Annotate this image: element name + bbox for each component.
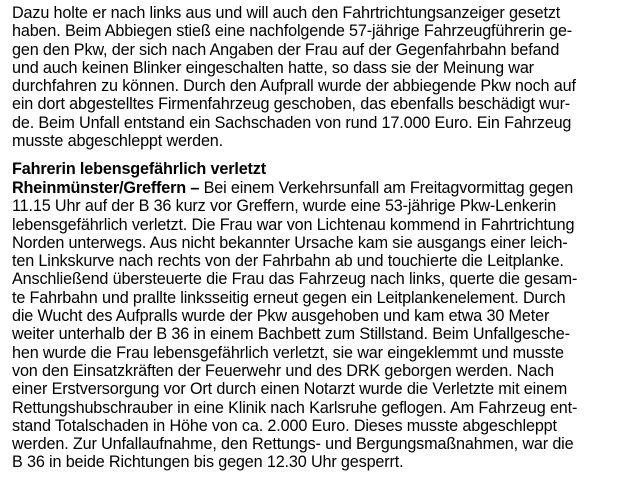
text-line-first — [12, 179, 627, 197]
text-line: gen den Pkw, der sich nach Angaben der Frau auf der Gegenfahrbahn befand — [12, 40, 560, 59]
text-line: weiter unterhalb der B 36 in einem Bachbett zum Stillstand. Beim Unfallgesche- — [12, 325, 570, 344]
text-line: einer Erstversorgung vor Ort durch einen Notarzt wurde die Verletzte mit einem — [12, 380, 568, 399]
text-line: 11.15 Uhr auf der B 36 kurz vor Greffern, wurde eine 53-jährige Pkw-Lenkerin — [12, 197, 557, 216]
text-line: werden. Zur Unfallaufnahme, den Rettungs- und Bergungsmaßnahmen, war die — [12, 435, 574, 454]
text-line: die Wucht des Aufpralls wurde der Pkw ausgehoben und kam etwa 30 Meter — [12, 307, 550, 326]
article-paragraph-2 — [12, 179, 627, 472]
text-line: B 36 in beide Richtungen bis gegen 12.30 Uhr gesperrt. — [12, 453, 404, 472]
text-run: Bei einem Verkehrsunfall am Freitagvormittag gegen — [199, 179, 574, 197]
text-line: ein dort abgestelltes Firmenfahrzeug geschoben, das ebenfalls beschädigt wur- — [12, 95, 571, 114]
text-line: te Fahrbahn und prallte linksseitig erneut gegen ein Leitplankenelement. Durch — [12, 288, 566, 307]
article-heading-block — [12, 160, 627, 178]
text-line: hen wurde die Frau lebensgefährlich verletzt, sie war eingeklemmt und musste — [12, 343, 564, 362]
dateline: Rheinmünster/Greffern – — [12, 179, 200, 197]
text-line: Anschließend übersteuerte die Frau das Fahrzeug nach links, querte die gesam- — [12, 270, 578, 289]
text-line: ten Linkskurve nach rechts von der Fahrbahn ab und touchierte die Leitplanke. — [12, 252, 564, 271]
article-heading: Fahrerin lebensgefährlich verletzt — [12, 160, 266, 178]
text-line: Dazu holte er nach links aus und will auch den Fahrtrichtungsanzeiger gesetzt — [12, 4, 561, 22]
text-line: durchfahren zu können. Durch den Aufprall wurde der abbiegende Pkw noch auf — [12, 77, 576, 96]
text-line: musste abgeschleppt werden. — [12, 132, 224, 151]
text-line: und auch keinen Blinker eingeschalten hatte, so dass sie der Meinung war — [12, 58, 534, 77]
text-line: lebensgefährlich verletzt. Die Frau war von Lichtenau kommend in Fahrtrichtung — [12, 215, 575, 234]
text-line: von den Einsatzkräften der Feuerwehr und des DRK geborgen werden. Nach — [12, 361, 554, 380]
text-line: Rettungshubschrauber in eine Klinik nach Karlsruhe geflogen. Am Fahrzeug ent- — [12, 398, 578, 417]
text-line: haben. Beim Abbiegen stieß eine nachfolgende 57-jährige Fahrzeugführerin ge- — [12, 22, 573, 41]
text-line: stand Totalschaden in Höhe von ca. 2.000 Euro. Dieses musste abgeschleppt — [12, 416, 557, 435]
article-paragraph-1 — [12, 4, 627, 150]
text-line: de. Beim Unfall entstand ein Sachschaden von rund 17.000 Euro. Ein Fahrzeug — [12, 113, 572, 132]
text-line: Norden unterwegs. Aus nicht bekannter Ursache kam sie ausgangs einer leich- — [12, 233, 568, 252]
